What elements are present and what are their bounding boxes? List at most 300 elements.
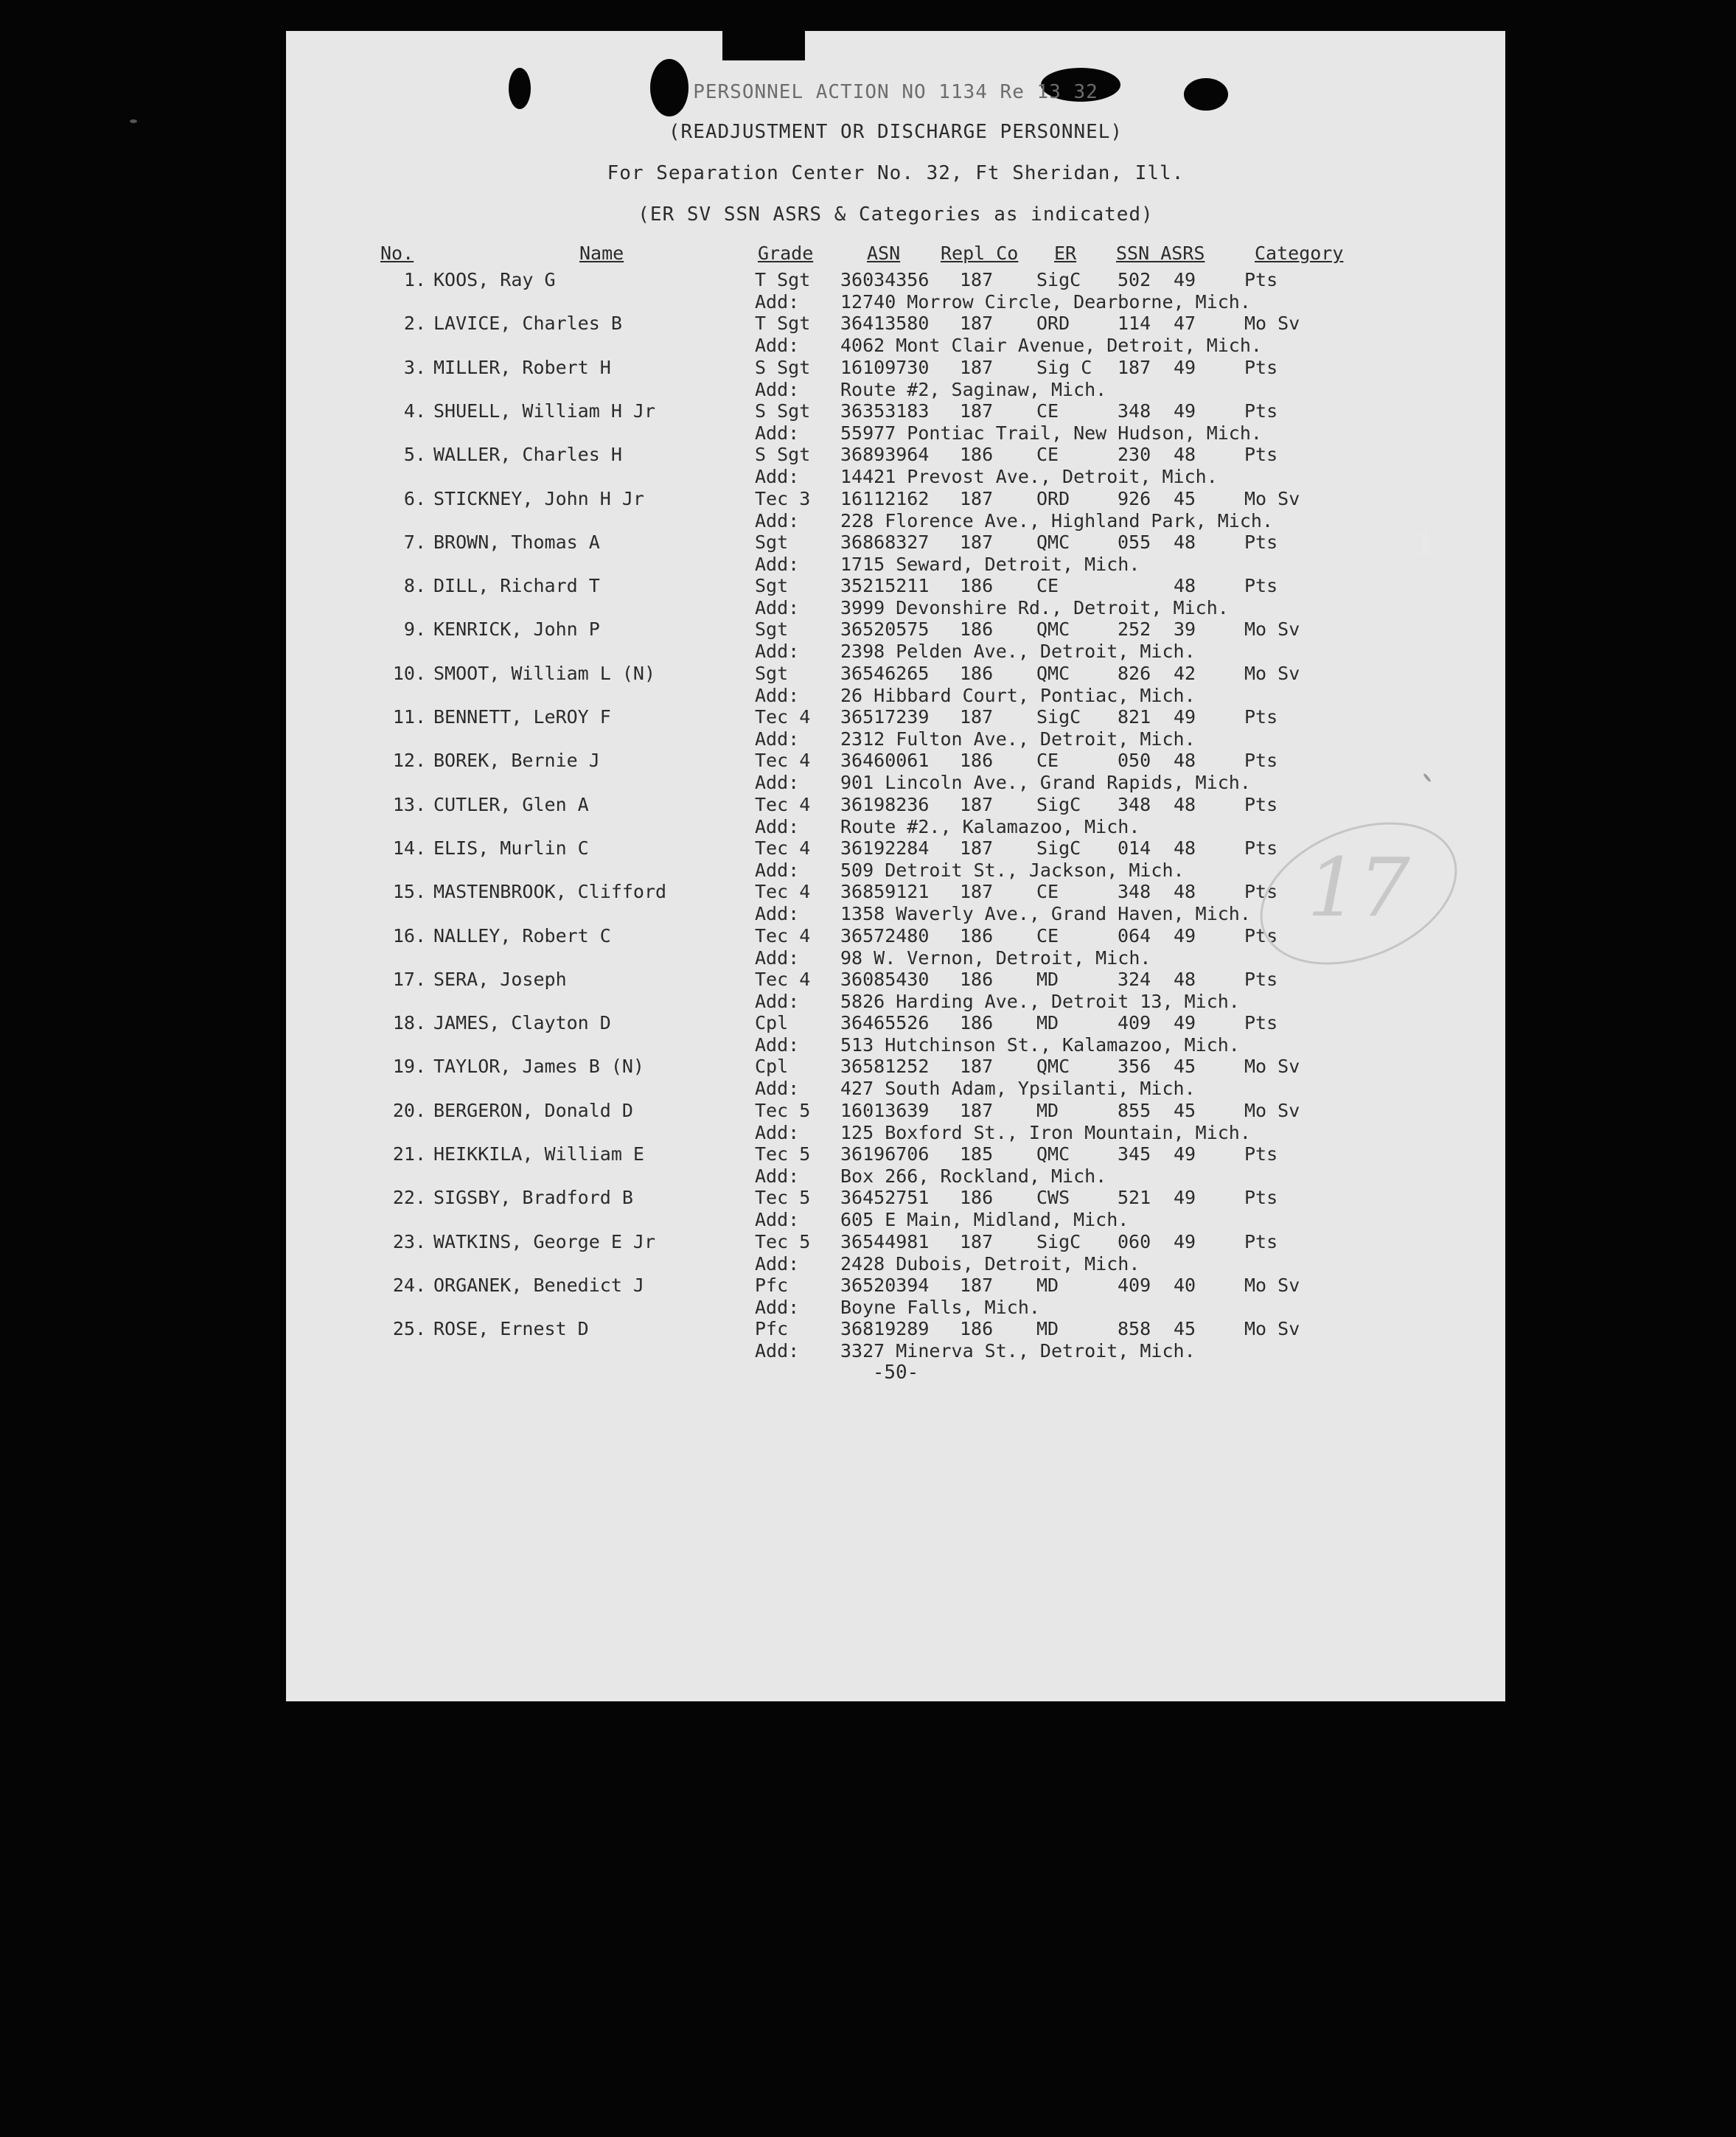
personnel-entry	[286, 577, 1505, 621]
entry-ssn: 345	[1118, 1143, 1151, 1165]
personnel-entry	[286, 487, 1505, 534]
entry-asrs: 49	[1174, 1012, 1196, 1034]
entry-asn: 36465526	[840, 1012, 930, 1034]
entry-number: 25.	[392, 1318, 426, 1340]
entry-category: Pts	[1244, 1143, 1278, 1165]
entry-er: MD	[1036, 1274, 1059, 1296]
entry-ssn: 356	[1118, 1056, 1151, 1078]
personnel-entry	[286, 618, 1505, 665]
entry-category: Pts	[1244, 924, 1278, 947]
entry-asn: 36859121	[840, 881, 930, 903]
entry-er: CE	[1036, 444, 1059, 466]
entry-number: 7.	[403, 531, 426, 553]
entry-asrs: 42	[1174, 662, 1196, 684]
entry-name: ROSE, Ernest D	[433, 1318, 589, 1340]
entry-asrs: 49	[1174, 1143, 1196, 1165]
entry-number: 11.	[392, 706, 426, 728]
entry-address-label: Add:	[755, 378, 800, 400]
entry-er: CE	[1036, 575, 1059, 597]
entry-address: 228 Florence Ave., Highland Park, Mich.	[840, 509, 1273, 531]
entry-er: MD	[1036, 968, 1059, 990]
entry-category: Pts	[1244, 1012, 1278, 1034]
entry-asn: 36085430	[840, 968, 930, 990]
entry-number: 3.	[403, 356, 426, 378]
entry-name: WATKINS, George E Jr	[433, 1230, 656, 1252]
entry-address-label: Add:	[755, 728, 800, 750]
entry-address-label: Add:	[755, 684, 800, 706]
entry-repl-co: 187	[960, 269, 994, 290]
entry-name: SIGSBY, Bradford B	[433, 1187, 633, 1209]
personnel-entry	[286, 1274, 1505, 1321]
entry-er: QMC	[1036, 1056, 1070, 1078]
personnel-entry	[286, 271, 1505, 316]
entry-asn: 36353183	[840, 400, 930, 422]
stamp-number: 17	[1307, 840, 1410, 935]
personnel-entry	[286, 356, 1505, 403]
personnel-entry	[286, 752, 1505, 796]
entry-address-label: Add:	[755, 553, 800, 575]
entry-address-label: Add:	[755, 641, 800, 663]
entry-er: QMC	[1036, 531, 1070, 553]
top-torn-edge	[722, 31, 805, 60]
circled-number-stamp	[1248, 812, 1469, 971]
column-header-category: Category	[1255, 243, 1344, 264]
scan-speck	[130, 119, 137, 123]
entry-grade: S Sgt	[755, 444, 811, 466]
column-header-grade: Grade	[758, 243, 814, 264]
column-headers	[286, 245, 1505, 262]
entry-address-label: Add:	[755, 772, 800, 794]
entry-grade: Cpl	[755, 1012, 789, 1034]
entry-er: CE	[1036, 400, 1059, 422]
entry-asrs: 48	[1174, 881, 1196, 903]
entry-category: Pts	[1244, 968, 1278, 990]
entry-address: 509 Detroit St., Jackson, Mich.	[840, 859, 1185, 881]
entry-asn: 36581252	[840, 1056, 930, 1078]
entry-asn: 36868327	[840, 531, 930, 553]
entry-ssn: 060	[1118, 1230, 1151, 1252]
entry-name: SHUELL, William H Jr	[433, 400, 656, 422]
personnel-entry	[286, 402, 1505, 447]
entry-name: MILLER, Robert H	[433, 356, 611, 378]
entry-grade: Sgt	[755, 531, 789, 553]
entry-repl-co: 186	[960, 662, 994, 684]
entry-name: MASTENBROOK, Clifford	[433, 881, 667, 903]
entry-repl-co: 186	[960, 924, 994, 947]
personnel-entry	[286, 1014, 1505, 1059]
entry-address: 5826 Harding Ave., Detroit 13, Mich.	[840, 990, 1240, 1012]
entry-number: 8.	[403, 575, 426, 597]
entry-number: 22.	[392, 1187, 426, 1209]
entry-name: KOOS, Ray G	[433, 269, 556, 290]
entry-number: 4.	[403, 400, 426, 422]
entry-address-label: Add:	[755, 1034, 800, 1056]
entry-er: SigC	[1036, 837, 1081, 859]
entry-asrs: 39	[1174, 618, 1196, 641]
entry-address: 98 W. Vernon, Detroit, Mich.	[840, 947, 1151, 969]
entry-category: Pts	[1244, 706, 1278, 728]
entry-er: QMC	[1036, 618, 1070, 641]
entry-address: 1715 Seward, Detroit, Mich.	[840, 553, 1140, 575]
column-header-ssn-asrs: SSN ASRS	[1116, 243, 1205, 264]
entry-category: Mo Sv	[1244, 1274, 1300, 1296]
entry-number: 2.	[403, 313, 426, 335]
entry-number: 23.	[392, 1230, 426, 1252]
entry-category: Mo Sv	[1244, 1056, 1300, 1078]
entry-asn: 35215211	[840, 575, 930, 597]
entry-category: Mo Sv	[1244, 1318, 1300, 1340]
entry-asn: 36544981	[840, 1230, 930, 1252]
entry-number: 15.	[392, 881, 426, 903]
entry-address: Route #2, Saginaw, Mich.	[840, 378, 1107, 400]
entry-name: BERGERON, Donald D	[433, 1099, 633, 1121]
entry-grade: Pfc	[755, 1274, 789, 1296]
entry-repl-co: 186	[960, 575, 994, 597]
entry-name: JAMES, Clayton D	[433, 1012, 611, 1034]
entry-asn: 36198236	[840, 793, 930, 815]
entry-grade: Tec 5	[755, 1187, 811, 1209]
entry-asrs: 49	[1174, 269, 1196, 290]
entry-ssn: 064	[1118, 924, 1151, 947]
entry-repl-co: 187	[960, 1099, 994, 1121]
entry-er: SigC	[1036, 269, 1081, 290]
entry-category: Mo Sv	[1244, 1099, 1300, 1121]
personnel-entry	[286, 1143, 1505, 1190]
entry-ssn: 230	[1118, 444, 1151, 466]
document-subtitle: (READJUSTMENT OR DISCHARGE PERSONNEL)	[668, 121, 1123, 143]
entry-ssn: 348	[1118, 881, 1151, 903]
entry-repl-co: 187	[960, 793, 994, 815]
entry-number: 19.	[392, 1056, 426, 1078]
personnel-entry	[286, 1189, 1505, 1233]
entry-name: SMOOT, William L (N)	[433, 662, 656, 684]
entry-address-label: Add:	[755, 1340, 800, 1362]
entry-address-label: Add:	[755, 947, 800, 969]
entry-er: MD	[1036, 1099, 1059, 1121]
entry-name: BROWN, Thomas A	[433, 531, 600, 553]
entry-address-label: Add:	[755, 597, 800, 619]
entry-grade: Tec 4	[755, 881, 811, 903]
entry-asrs: 48	[1174, 750, 1196, 772]
entry-address-label: Add:	[755, 1296, 800, 1318]
entry-repl-co: 186	[960, 968, 994, 990]
entry-asn: 36413580	[840, 313, 930, 335]
entry-er: QMC	[1036, 662, 1070, 684]
entry-asrs: 45	[1174, 1099, 1196, 1121]
entry-address: 3327 Minerva St., Detroit, Mich.	[840, 1340, 1196, 1362]
entry-name: KENRICK, John P	[433, 618, 600, 641]
entry-number: 24.	[392, 1274, 426, 1296]
personnel-entry	[286, 1058, 1505, 1102]
entry-asn: 36034356	[840, 269, 930, 290]
entry-asrs: 48	[1174, 575, 1196, 597]
entry-er: ORD	[1036, 487, 1070, 509]
entry-address: 4062 Mont Clair Avenue, Detroit, Mich.	[840, 335, 1262, 357]
entry-repl-co: 187	[960, 1056, 994, 1078]
entry-address: Route #2., Kalamazoo, Mich.	[840, 815, 1140, 837]
entry-ssn: 521	[1118, 1187, 1151, 1209]
entry-grade: Tec 4	[755, 968, 811, 990]
entry-asrs: 49	[1174, 400, 1196, 422]
entry-name: BOREK, Bernie J	[433, 750, 600, 772]
entry-name: SERA, Joseph	[433, 968, 567, 990]
entry-grade: T Sgt	[755, 313, 811, 335]
entry-repl-co: 186	[960, 618, 994, 641]
entry-name: STICKNEY, John H Jr	[433, 487, 644, 509]
entry-asrs: 45	[1174, 1056, 1196, 1078]
entry-ssn: 821	[1118, 706, 1151, 728]
entry-number: 13.	[392, 793, 426, 815]
entry-category: Pts	[1244, 750, 1278, 772]
entry-er: ORD	[1036, 313, 1070, 335]
entry-address-label: Add:	[755, 1252, 800, 1275]
entry-number: 1.	[403, 269, 426, 290]
entry-name: CUTLER, Glen A	[433, 793, 589, 815]
entry-category: Mo Sv	[1244, 618, 1300, 641]
entry-category: Pts	[1244, 881, 1278, 903]
entry-name: LAVICE, Charles B	[433, 313, 622, 335]
entry-name: DILL, Richard T	[433, 575, 600, 597]
entry-ssn: 252	[1118, 618, 1151, 641]
entry-address: 2428 Dubois, Detroit, Mich.	[840, 1252, 1140, 1275]
entry-address-label: Add:	[755, 1209, 800, 1231]
entry-asrs: 49	[1174, 356, 1196, 378]
entry-ssn: 926	[1118, 487, 1151, 509]
entry-repl-co: 187	[960, 1274, 994, 1296]
entry-grade: Tec 4	[755, 793, 811, 815]
entry-grade: Tec 5	[755, 1099, 811, 1121]
entry-address-label: Add:	[755, 903, 800, 925]
entry-grade: Pfc	[755, 1318, 789, 1340]
entry-repl-co: 186	[960, 444, 994, 466]
entry-grade: T Sgt	[755, 269, 811, 290]
entry-address: Boyne Falls, Mich.	[840, 1296, 1040, 1318]
document-for-line: For Separation Center No. 32, Ft Sheridan, Ill.	[607, 162, 1185, 184]
entry-asrs: 48	[1174, 531, 1196, 553]
entry-repl-co: 187	[960, 1230, 994, 1252]
entry-address: Box 266, Rockland, Mich.	[840, 1165, 1107, 1187]
entry-ssn: 409	[1118, 1274, 1151, 1296]
entry-er: SigC	[1036, 1230, 1081, 1252]
entry-address-label: Add:	[755, 815, 800, 837]
entry-address: 2312 Fulton Ave., Detroit, Mich.	[840, 728, 1196, 750]
entry-name: ELIS, Murlin C	[433, 837, 589, 859]
document-header-line: PERSONNEL ACTION NO 1134 Re 13 32	[693, 81, 1098, 103]
entry-asrs: 48	[1174, 444, 1196, 466]
entry-asn: 36520394	[840, 1274, 930, 1296]
entry-asn: 36192284	[840, 837, 930, 859]
entry-name: HEIKKILA, William E	[433, 1143, 644, 1165]
entry-address-label: Add:	[755, 509, 800, 531]
entry-name: TAYLOR, James B (N)	[433, 1056, 644, 1078]
personnel-entry	[286, 1320, 1505, 1364]
entry-asrs: 45	[1174, 487, 1196, 509]
entry-repl-co: 186	[960, 750, 994, 772]
entry-asrs: 40	[1174, 1274, 1196, 1296]
entry-grade: Tec 4	[755, 750, 811, 772]
entry-address: 55977 Pontiac Trail, New Hudson, Mich.	[840, 422, 1262, 444]
entry-asn: 36572480	[840, 924, 930, 947]
column-header-repl-co: Repl Co	[941, 243, 1019, 264]
entry-address: 2398 Pelden Ave., Detroit, Mich.	[840, 641, 1196, 663]
personnel-entry	[286, 968, 1505, 1015]
entry-number: 10.	[392, 662, 426, 684]
entry-grade: Tec 4	[755, 837, 811, 859]
column-header-asn: ASN	[867, 243, 901, 264]
entry-address-label: Add:	[755, 1078, 800, 1100]
entry-address: 901 Lincoln Ave., Grand Rapids, Mich.	[840, 772, 1251, 794]
document-page	[286, 31, 1505, 1701]
entry-grade: Tec 5	[755, 1143, 811, 1165]
entry-category: Pts	[1244, 531, 1278, 553]
entry-address: 427 South Adam, Ypsilanti, Mich.	[840, 1078, 1196, 1100]
personnel-entry	[286, 1230, 1505, 1277]
entry-number: 20.	[392, 1099, 426, 1121]
entry-asrs: 49	[1174, 924, 1196, 947]
entry-number: 17.	[392, 968, 426, 990]
entry-asrs: 49	[1174, 1230, 1196, 1252]
entry-asrs: 49	[1174, 706, 1196, 728]
personnel-entry	[286, 531, 1505, 578]
entry-asrs: 48	[1174, 793, 1196, 815]
entry-address-label: Add:	[755, 990, 800, 1012]
entry-grade: Tec 5	[755, 1230, 811, 1252]
entry-grade: S Sgt	[755, 356, 811, 378]
entry-asrs: 47	[1174, 313, 1196, 335]
column-header-no: No.	[380, 243, 414, 264]
entry-asn: 36196706	[840, 1143, 930, 1165]
column-header-er: ER	[1054, 243, 1077, 264]
entry-number: 6.	[403, 487, 426, 509]
entry-grade: Cpl	[755, 1056, 789, 1078]
entry-ssn: 055	[1118, 531, 1151, 553]
entry-asn: 36819289	[840, 1318, 930, 1340]
entry-asrs: 48	[1174, 837, 1196, 859]
entry-grade: Sgt	[755, 575, 789, 597]
margin-page-mark: 1	[1414, 528, 1435, 562]
entry-address-label: Add:	[755, 291, 800, 313]
entry-repl-co: 187	[960, 313, 994, 335]
entry-ssn: 324	[1118, 968, 1151, 990]
entry-er: CWS	[1036, 1187, 1070, 1209]
entry-repl-co: 186	[960, 1012, 994, 1034]
entry-repl-co: 187	[960, 400, 994, 422]
entry-er: SigC	[1036, 706, 1081, 728]
entry-category: Pts	[1244, 356, 1278, 378]
entry-address-label: Add:	[755, 859, 800, 881]
entry-repl-co: 187	[960, 881, 994, 903]
entry-asn: 36520575	[840, 618, 930, 641]
personnel-entry	[286, 446, 1505, 490]
entry-ssn: 858	[1118, 1318, 1151, 1340]
entry-er: MD	[1036, 1318, 1059, 1340]
entry-grade: S Sgt	[755, 400, 811, 422]
entry-asn: 36452751	[840, 1187, 930, 1209]
entry-number: 18.	[392, 1012, 426, 1034]
entry-address: 513 Hutchinson St., Kalamazoo, Mich.	[840, 1034, 1240, 1056]
entry-ssn: 855	[1118, 1099, 1151, 1121]
entry-asn: 36546265	[840, 662, 930, 684]
entry-number: 9.	[403, 618, 426, 641]
entry-grade: Tec 4	[755, 924, 811, 947]
entry-ssn: 014	[1118, 837, 1151, 859]
entry-address-label: Add:	[755, 1165, 800, 1187]
column-header-name: Name	[579, 243, 624, 264]
page-number: -50-	[872, 1362, 919, 1384]
document-note-line: (ER SV SSN ASRS & Categories as indicated)	[638, 203, 1154, 226]
entry-category: Pts	[1244, 269, 1278, 290]
entry-address: 14421 Prevost Ave., Detroit, Mich.	[840, 466, 1218, 488]
entry-repl-co: 187	[960, 356, 994, 378]
entry-address: 26 Hibbard Court, Pontiac, Mich.	[840, 684, 1196, 706]
entry-name: BENNETT, LeROY F	[433, 706, 611, 728]
entry-address-label: Add:	[755, 466, 800, 488]
entry-category: Pts	[1244, 400, 1278, 422]
entry-name: ORGANEK, Benedict J	[433, 1274, 644, 1296]
entry-er: QMC	[1036, 1143, 1070, 1165]
entry-number: 16.	[392, 924, 426, 947]
entry-address-label: Add:	[755, 1121, 800, 1143]
entry-repl-co: 187	[960, 706, 994, 728]
entry-number: 14.	[392, 837, 426, 859]
entry-ssn: 114	[1118, 313, 1151, 335]
entry-category: Pts	[1244, 793, 1278, 815]
entry-address: 125 Boxford St., Iron Mountain, Mich.	[840, 1121, 1251, 1143]
personnel-entry	[286, 315, 1505, 359]
personnel-entry	[286, 708, 1505, 753]
entry-ssn: 409	[1118, 1012, 1151, 1034]
entry-asn: 16112162	[840, 487, 930, 509]
entry-asn: 36517239	[840, 706, 930, 728]
entry-ssn: 187	[1118, 356, 1151, 378]
entry-category: Mo Sv	[1244, 662, 1300, 684]
entry-er: Sig C	[1036, 356, 1092, 378]
entry-er: CE	[1036, 924, 1059, 947]
entry-category: Mo Sv	[1244, 313, 1300, 335]
entry-ssn: 502	[1118, 269, 1151, 290]
entry-category: Pts	[1244, 1187, 1278, 1209]
entry-repl-co: 185	[960, 1143, 994, 1165]
entry-er: MD	[1036, 1012, 1059, 1034]
entry-number: 12.	[392, 750, 426, 772]
entry-number: 21.	[392, 1143, 426, 1165]
entry-ssn: 348	[1118, 793, 1151, 815]
personnel-entry	[286, 662, 1505, 709]
entry-category: Pts	[1244, 837, 1278, 859]
entry-name: WALLER, Charles H	[433, 444, 622, 466]
entry-category: Mo Sv	[1244, 487, 1300, 509]
entry-address: 1358 Waverly Ave., Grand Haven, Mich.	[840, 903, 1251, 925]
entry-address: 3999 Devonshire Rd., Detroit, Mich.	[840, 597, 1229, 619]
personnel-entry	[286, 1099, 1505, 1146]
entry-repl-co: 186	[960, 1318, 994, 1340]
entry-repl-co: 187	[960, 487, 994, 509]
entry-ssn: 348	[1118, 400, 1151, 422]
entry-category: Pts	[1244, 575, 1278, 597]
entry-grade: Tec 4	[755, 706, 811, 728]
entry-address: 12740 Morrow Circle, Dearborne, Mich.	[840, 291, 1251, 313]
entry-category: Pts	[1244, 1230, 1278, 1252]
entry-address: 605 E Main, Midland, Mich.	[840, 1209, 1129, 1231]
entry-ssn: 826	[1118, 662, 1151, 684]
entry-asrs: 45	[1174, 1318, 1196, 1340]
entry-name: NALLEY, Robert C	[433, 924, 611, 947]
entry-er: CE	[1036, 750, 1059, 772]
entry-asn: 16109730	[840, 356, 930, 378]
entry-grade: Tec 3	[755, 487, 811, 509]
entry-grade: Sgt	[755, 618, 789, 641]
entry-er: SigC	[1036, 793, 1081, 815]
